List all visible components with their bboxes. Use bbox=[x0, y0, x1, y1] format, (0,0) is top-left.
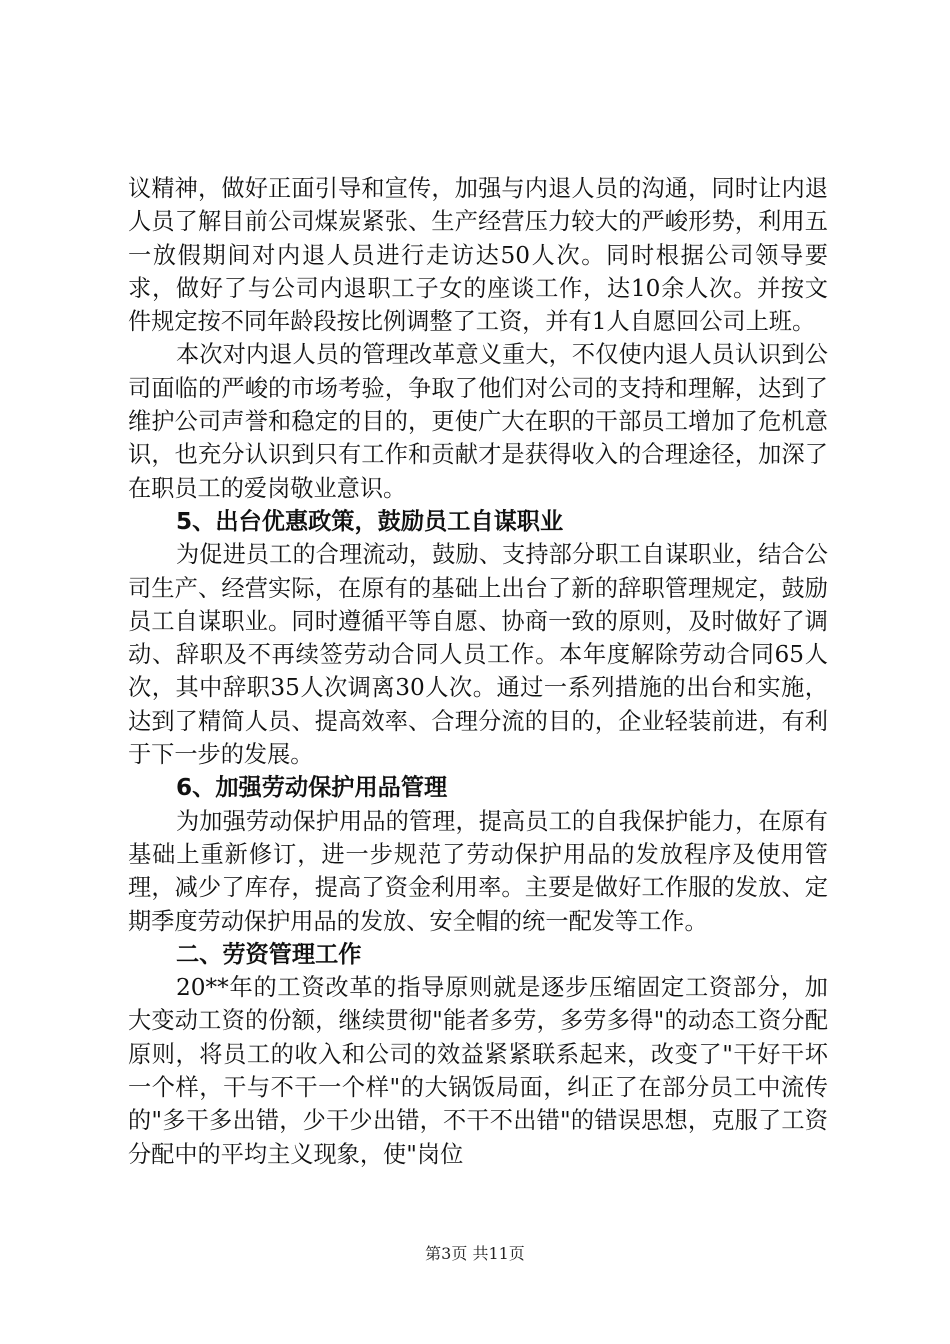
section-heading-labor-protection: 6、加强劳动保护用品管理 bbox=[176, 774, 448, 802]
paragraph-reform-significance: 本次对内退人员的管理改革意义重大，不仅使内退人员认识到公司面临的严峻的市场考验，争取了他们对公司的支持和理解，达到了维护公司声誉和稳定的目的，更使广大在职的干部员工增加了危机意识，也充分认识到只有工作和贡献才是获得收入的合理途径，加深了在职员工的爱岗敬业意识。 bbox=[128, 341, 828, 502]
paragraph-labor-protection: 为加强劳动保护用品的管理，提高员工的自我保护能力，在原有基础上重新修订，进一步规范了劳动保护用品的发放程序及使用管理，减少了库存，提高了资金利用率。主要是做好工作服的发放、定期季度劳动保护用品的发放、安全帽的统一配发等工作。 bbox=[128, 807, 828, 935]
page-number-footer: 第3页 共11页 bbox=[425, 1244, 525, 1263]
paragraph-wage-reform: 20**年的工资改革的指导原则就是逐步压缩固定工资部分，加大变动工资的份额，继续贯彻"能者多劳，多劳多得"的动态工资分配原则，将员工的收入和公司的效益紧紧联系起来，改变了"干好干坏一个样，干与不干一个样"的大锅饭局面，纠正了在部分员工中流传的"多干多出错，少干少出错，不干不出错"的错误思想，克服了工资分配中的平均主义现象，使"岗位 bbox=[128, 974, 828, 1168]
section-heading-self-employment: 5、出台优惠政策，鼓励员工自谋职业 bbox=[176, 507, 564, 535]
paragraph-retiree-communication: 议精神，做好正面引导和宣传，加强与内退人员的沟通，同时让内退人员了解目前公司煤炭紧张、生产经营压力较大的严峻形势，利用五一放假期间对内退人员进行走访达50人次。同时根据公司领导要求，做好了与公司内退职工子女的座谈工作，达10余人次。并按文件规定按不同年龄段按比例调整了工资，并有1人自愿回公司上班。 bbox=[128, 175, 828, 336]
paragraph-self-employment: 为促进员工的合理流动，鼓励、支持部分职工自谋职业，结合公司生产、经营实际，在原有的基础上出台了新的辞职管理规定，鼓励员工自谋职业。同时遵循平等自愿、协商一致的原则，及时做好了调动、辞职及不再续签劳动合同人员工作。本年度解除劳动合同65人次，其中辞职35人次调离30人次。通过一系列措施的出台和实施，达到了精简人员、提高效率、合理分流的目的，企业轻装前进，有利于下一步的发展。 bbox=[128, 541, 828, 769]
document-body bbox=[128, 172, 828, 1171]
section-heading-wage-management: 二、劳资管理工作 bbox=[176, 940, 362, 968]
